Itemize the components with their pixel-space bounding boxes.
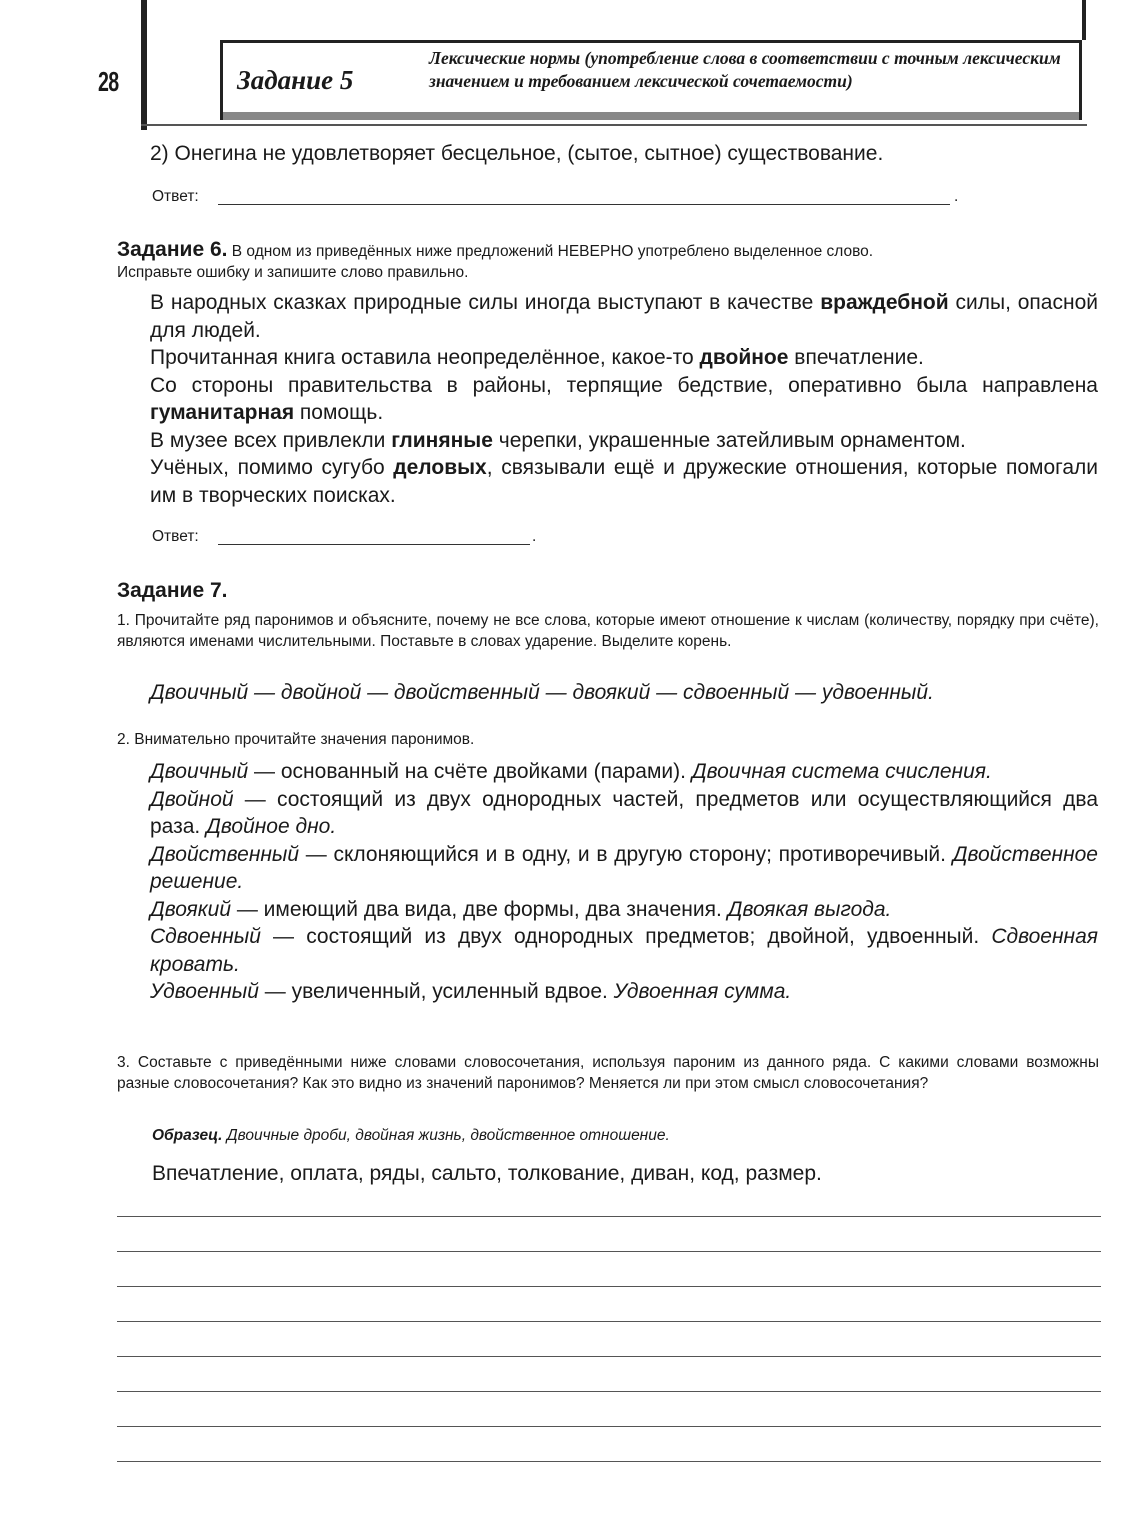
writing-line[interactable]	[117, 1251, 1101, 1252]
task7-question-3: 3. Составьте с приведёнными ниже словами словосочетания, используя пароним из данного ряда. С какими словами возможны разные словосочетания? Как это видно из значений паронимов? Меняется ли при этом смысл словосочетания?	[117, 1054, 1099, 1092]
task7-title: Задание 7.	[117, 579, 228, 602]
task6-sentence-4: В музее всех привлекли глиняные черепки, украшенные затейливым орнаментом.	[150, 428, 966, 452]
task6-sentence-2: Прочитанная книга оставила неопределённое, какое-то двойное впечатление.	[150, 346, 924, 369]
sample-label: Образец.	[152, 1127, 223, 1144]
highlighted-word: деловых	[393, 456, 487, 479]
highlighted-word: глиняные	[391, 428, 493, 452]
task6-answer-line[interactable]	[218, 544, 530, 545]
definition-dvoichny: Двоичный — основанный на счёте двойками (парами). Двоичная система счисления.	[150, 760, 992, 783]
task5-answer-dot: .	[954, 188, 959, 205]
definition-dvoynoy: Двойной — состоящий из двух однородных частей, предметов или осуществляющийся два раза. Двойное дно.	[150, 787, 1098, 838]
task6-sentence-1: В народных сказках природные силы иногда выступают в качестве враждебной силы, опасной для людей.	[150, 291, 1098, 342]
task6-instruction-b: Исправьте ошибку и запишите слово правильно.	[117, 263, 469, 281]
task7-paronyms-row: Двоичный — двойной — двойственный — двоякий — сдвоенный — удвоенный.	[150, 681, 934, 704]
task7-question-2: 2. Внимательно прочитайте значения паронимов.	[117, 731, 475, 748]
definition-dvoystvenny: Двойственный — склоняющийся и в одну, и в другую сторону; противоречивый. Двойственное решение.	[150, 842, 1098, 893]
highlighted-word: враждебной	[820, 291, 949, 314]
header-bottom-rule	[141, 124, 1087, 126]
task5-answer-line[interactable]	[218, 204, 950, 205]
page-number: 28	[98, 66, 119, 97]
header-left-rule	[141, 0, 147, 130]
task6-sentences	[150, 289, 1098, 509]
sample-text: Двоичные дроби, двойная жизнь, двойственное отношение.	[222, 1127, 670, 1144]
task7-question-1: 1. Прочитайте ряд паронимов и объясните, почему не все слова, которые имеют отношение к числам (количеству, порядку при счёте), являются именами числительными. Поставьте в словах ударение. Выделите корень.	[117, 612, 1099, 650]
task6-sentence-5: Учёных, помимо сугубо деловых, связывали ещё и дружеские отношения, которые помогали им в творческих поисках.	[150, 456, 1098, 507]
definition-sdvoenny: Сдвоенный — состоящий из двух однородных предметов; двойной, удвоенный. Сдвоенная кровать.	[150, 925, 1098, 976]
writing-line[interactable]	[117, 1426, 1101, 1427]
writing-line[interactable]	[117, 1321, 1101, 1322]
task6-answer-dot: .	[532, 528, 537, 545]
definition-udvoenny: Удвоенный — увеличенный, усиленный вдвое. Удвоенная сумма.	[150, 980, 792, 1003]
header-task-label: Задание 5	[237, 65, 354, 95]
task-header-box	[220, 40, 1082, 120]
task6-instruction-a: В одном из приведённых ниже предложений НЕВЕРНО употреблено выделенное слово.	[231, 243, 874, 260]
task6-sentence-3: Со стороны правительства в районы, терпящие бедствие, оперативно была направлена гуманитарная помощь.	[150, 373, 1098, 424]
task5-item2: 2) Онегина не удовлетворяет бесцельное, (сытое, сытное) существование.	[150, 142, 884, 165]
task6-instruction	[117, 240, 1099, 283]
header-topic: Лексические нормы (употребление слова в соответствии с точным лексическим значением и требованием лексической сочетаемости)	[429, 48, 1061, 91]
writing-line[interactable]	[117, 1216, 1101, 1217]
writing-line[interactable]	[117, 1286, 1101, 1287]
writing-line[interactable]	[117, 1356, 1101, 1357]
task7-definitions	[150, 758, 1098, 1006]
writing-line[interactable]	[117, 1391, 1101, 1392]
task5-answer-label: Ответ:	[152, 188, 199, 205]
task6-title: Задание 6.	[117, 238, 228, 261]
highlighted-word: двойное	[699, 346, 789, 369]
definition-dvoyaky: Двоякий — имеющий два вида, две формы, два значения. Двоякая выгода.	[150, 897, 892, 921]
header-box-shade	[223, 112, 1079, 120]
task7-word-list: Впечатление, оплата, ряды, сальто, толкование, диван, код, размер.	[152, 1162, 822, 1185]
task7-sample	[152, 1127, 670, 1145]
highlighted-word: гуманитарная	[150, 401, 295, 424]
header-right-rule	[1082, 0, 1086, 40]
task6-answer-label: Ответ:	[152, 528, 199, 545]
writing-line[interactable]	[117, 1461, 1101, 1462]
